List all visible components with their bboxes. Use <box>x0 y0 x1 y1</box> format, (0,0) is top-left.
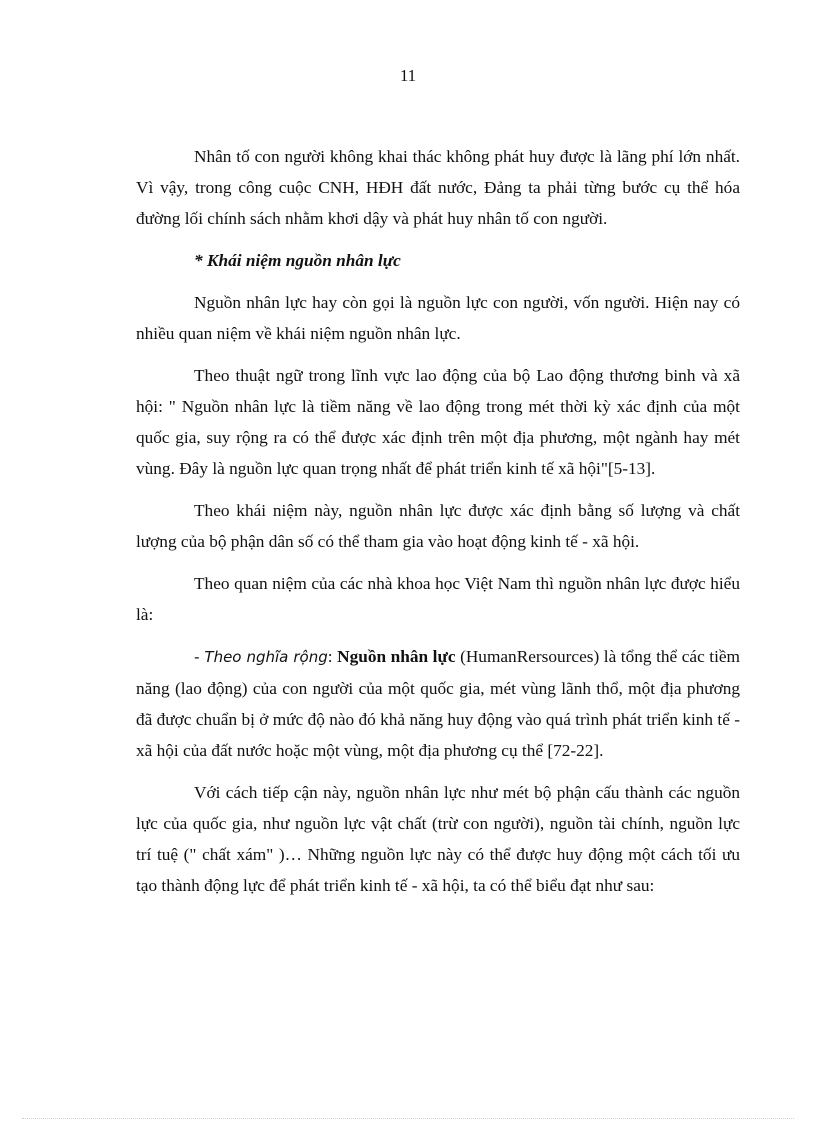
paragraph-6 <box>136 641 740 766</box>
broad-sense-definition: (HumanRersources) là tổng thể các tiềm năng (lao động) của con người của một quốc gia, mét vùng lãnh thổ, một địa phương đã được chuẩn bị ở mức độ nào đó khả năng huy động vào quá trình phát triển kinh tế - xã hội của đất nước hoặc một vùng, một địa phương cụ thể [72-22]. <box>136 647 740 760</box>
section-heading-text: * Khái niệm nguồn nhân lực <box>194 251 401 270</box>
human-resources-term: Nguồn nhân lực <box>337 647 456 666</box>
page-bottom-divider <box>22 1118 794 1119</box>
document-body <box>136 141 740 912</box>
broad-sense-label: - Theo nghĩa rộng <box>194 648 328 666</box>
section-heading <box>136 245 740 276</box>
paragraph-4: Theo khái niệm này, nguồn nhân lực được xác định bằng số lượng và chất lượng của bộ phận dân số có thể tham gia vào hoạt động kinh tế - xã hội. <box>136 501 740 551</box>
broad-sense-colon: : <box>327 647 338 666</box>
paragraph-3: Theo thuật ngữ trong lĩnh vực lao động của bộ Lao động thương binh và xã hội: " Nguồn nhân lực là tiềm năng về lao động trong mét thời kỳ xác định của một quốc gia, suy rộng ra có thể được xác định trên một địa phương, một ngành hay mét vùng. Đây là nguồn lực quan trọng nhất để phát triển kinh tế xã hội"[5-13]. <box>136 366 740 478</box>
paragraph-1: Nhân tố con người không khai thác không phát huy được là lãng phí lớn nhất. Vì vậy, trong công cuộc CNH, HĐH đất nước, Đảng ta phải từng bước cụ thể hóa đường lối chính sách nhằm khơi dậy và phát huy nhân tố con người. <box>136 147 740 228</box>
paragraph-5: Theo quan niệm của các nhà khoa học Việt Nam thì nguồn nhân lực được hiểu là: <box>136 574 740 624</box>
page-number: 11 <box>399 66 417 85</box>
paragraph-2: Nguồn nhân lực hay còn gọi là nguồn lực con người, vốn người. Hiện nay có nhiều quan niệm về khái niệm nguồn nhân lực. <box>136 293 740 343</box>
paragraph-7: Với cách tiếp cận này, nguồn nhân lực như mét bộ phận cấu thành các nguồn lực của quốc gia, như nguồn lực vật chất (trừ con người), nguồn tài chính, nguồn lực trí tuệ (" chất xám" )… Những nguồn lực này có thể được huy động một cách tối ưu tạo thành động lực để phát triển kinh tế - xã hội, ta có thể biểu đạt như sau: <box>136 783 740 895</box>
